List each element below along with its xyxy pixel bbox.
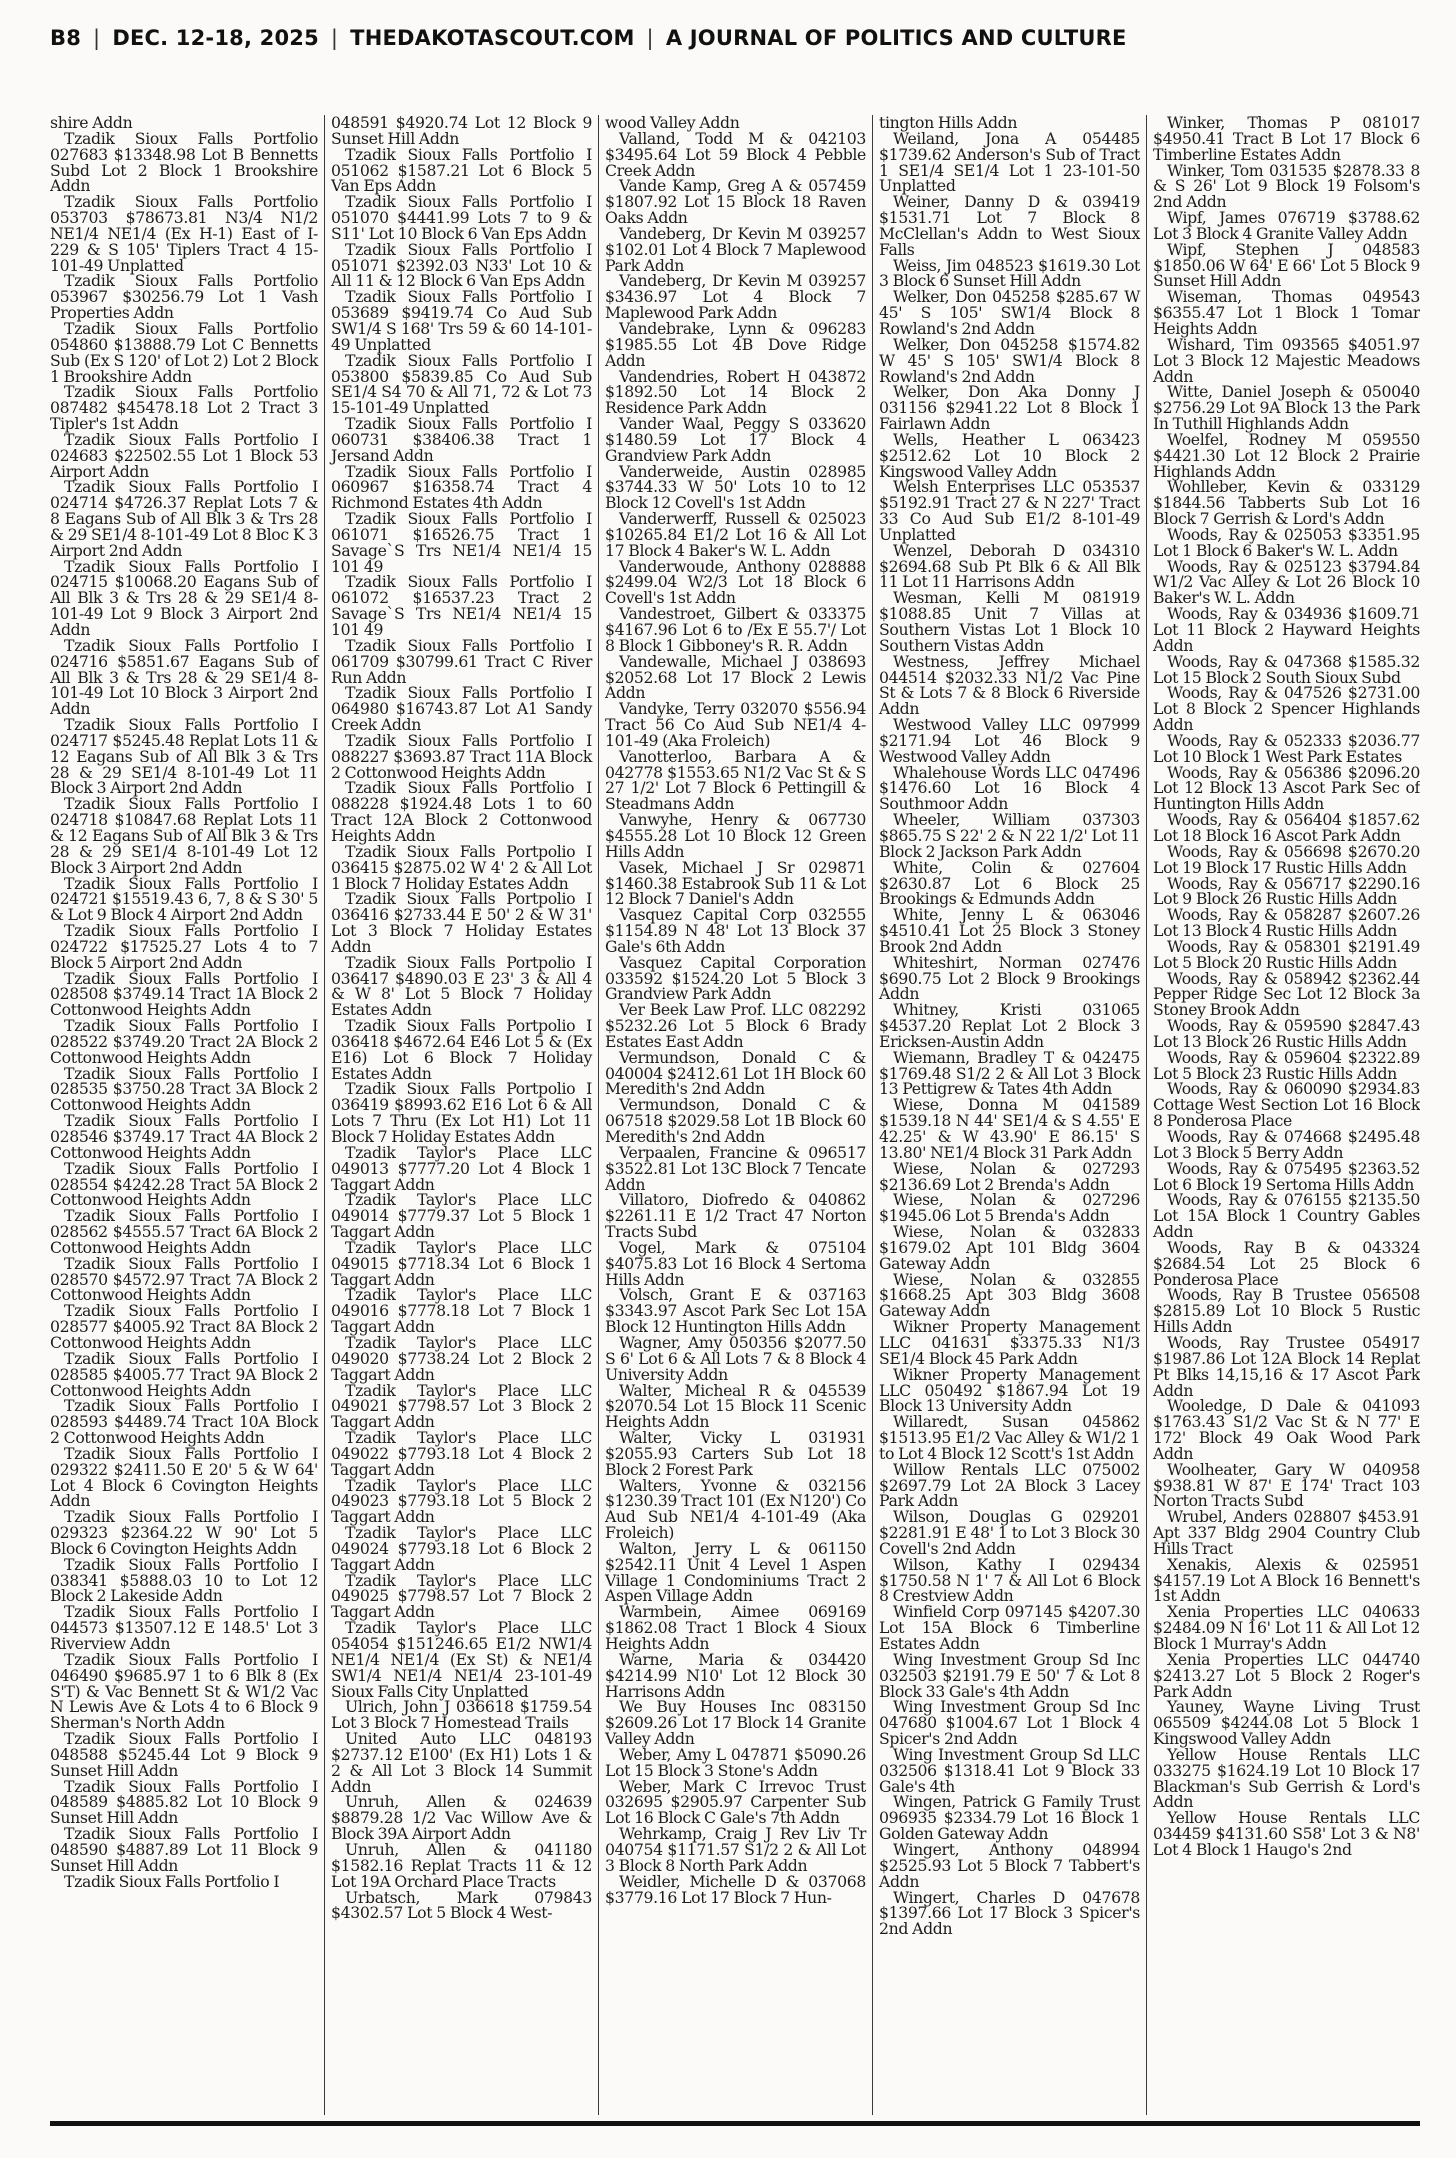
tax-listing-entry: Tzadik Sioux Falls Portfolio I 024717 $5245.48 Replat Lots 11 & 12 Eagans Sub of All Blk 3 & Trs 28 & 29 SE1/4 8-101-49 Lot 11 Block 3 Airport 2nd Addn [50,715,318,798]
tax-listing-entry: Vander Waal, Peggy S 033620 $1480.59 Lot 17 Block 4 Grandview Park Addn [605,414,866,465]
tax-listing-entry: Unruh, Allen & 041180 $1582.16 Replat Tracts 11 & 12 Lot 19A Orchard Place Tracts [331,1839,592,1891]
tax-listing-entry: Whiteshirt, Norman 027476 $690.75 Lot 2 Block 9 Brookings Addn [879,952,1140,1004]
tax-listing-entry: Walters, Yvonne & 032156 $1230.39 Tract 101 (Ex N120') Co Aud Sub NE1/4 4-101-49 (Aka Froleich) [605,1475,866,1543]
tax-listing-entry: Tzadik Sioux Falls Portfolio I 024714 $4726.37 Replat Lots 7 & 8 Eagans Sub of All Blk 3 & Trs 28 & 29 SE1/4 8-101-49 Lot 8 Bloc K 3 Airport 2nd Addn [50,477,318,560]
tax-listing-entry: Vandestroet, Gilbert & 033375 $4167.96 Lot 6 to /Ex E 55.7'/ Lot 8 Block 1 Gibboney's R. R. Addn [605,604,866,655]
tax-listing-entry: Tzadik Sioux Falls Portfolio I 028546 $3749.17 Tract 4A Block 2 Cottonwood Heights Addn [50,1111,318,1162]
tax-listing-entry: Wing Investment Group Sd LLC 032506 $1318.41 Lot 9 Block 33 Gale's 4th [879,1744,1140,1796]
tax-listing-entry: Vanderweide, Austin 028985 $3744.33 W 50' Lots 10 to 12 Block 12 Covell's 1st Addn [605,461,866,513]
tax-listing-entry: Wiese, Nolan & 032855 $1668.25 Apt 303 Bldg 3608 Gateway Addn [879,1269,1140,1321]
tax-listing-entry: Wiese, Donna M 041589 $1539.18 N 44' SE1/4 & S 4.55' E 42.25' & W 43.90' E 86.15' S 13.80' NE1/4 Block 31 Park Addn [879,1095,1140,1162]
tax-listing-entry: Westwood Valley LLC 097999 $2171.94 Lot 46 Block 9 Westwood Valley Addn [879,715,1140,766]
text-column-3 [598,115,872,2115]
tax-listing-entry: We Buy Houses Inc 083150 $2609.26 Lot 17 Block 14 Granite Valley Addn [605,1697,866,1749]
tax-listing-entry: Yellow House Rentals LLC 033275 $1624.19 Lot 10 Block 17 Blackman's Sub Gerrish & Lord's Addn [1153,1744,1420,1812]
tax-listing-entry: Woods, Ray & 060090 $2934.83 Cottage West Section Lot 16 Block 8 Ponderosa Place [1153,1079,1420,1131]
tax-listing-entry: Tzadik Taylor's Place LLC 049023 $7793.18 Lot 5 Block 2 Taggart Addn [331,1475,592,1527]
tax-listing-entry: Tzadik Sioux Falls Portfolio I 061071 $16526.75 Tract 1 Savage`S Trs NE1/4 NE1/4 15 101 49 [331,509,592,576]
tax-listing-entry: Tzadik Taylor's Place LLC 049014 $7779.37 Lot 5 Block 1 Taggart Addn [331,1190,592,1242]
tax-listing-entry: Tzadik Sioux Falls Portpolio I 036415 $2875.02 W 4' 2 & All Lot 1 Block 7 Holiday Estates Addn [331,841,592,893]
tax-listing-entry: Tzadik Sioux Falls Portfolio I 061709 $30799.61 Tract C River Run Addn [331,635,592,687]
tax-listing-entry: Tzadik Sioux Falls Portfolio I [64,1871,280,1891]
tax-listing-entry: Yauney, Wayne Living Trust 065509 $4244.08 Lot 5 Block 1 Kingswood Valley Addn [1153,1697,1420,1749]
tax-listing-entry: Tzadik Taylor's Place LLC 049025 $7798.57 Lot 7 Block 2 Taggart Addn [331,1570,592,1622]
tax-listing-entry: Tzadik Taylor's Place LLC 049021 $7798.57 Lot 3 Block 2 Taggart Addn [331,1380,592,1432]
tax-listing-entry: White, Jenny L & 063046 $4510.41 Lot 25 Block 3 Stoney Brook 2nd Addn [879,905,1140,956]
tax-listing-entry: Tzadik Sioux Falls Portfolio I 064980 $16743.87 Lot A1 Sandy Creek Addn [331,683,592,735]
tax-listing-entry: Tzadik Sioux Falls Portfolio I 048589 $4885.82 Lot 10 Block 9 Sunset Hill Addn [50,1776,318,1828]
tax-listing-entry: Tzadik Sioux Falls Portpolio I 036418 $4672.64 E46 Lot 5 & (Ex E16) Lot 6 Block 7 Holiday Estates Addn [331,1016,592,1083]
tax-listing-entry: Tzadik Sioux Falls Portfolio I 028522 $3749.20 Tract 2A Block 2 Cottonwood Heights Addn [50,1016,318,1067]
tax-listing-entry: Vogel, Mark & 075104 $4075.83 Lot 16 Block 4 Sertoma Hills Addn [605,1237,866,1289]
tax-listing-entry: Willow Rentals LLC 075002 $2697.79 Lot 2A Block 3 Lacey Park Addn [879,1459,1140,1511]
tax-listing-entry: Woods, Ray & 047526 $2731.00 Lot 8 Block 2 Spencer Highlands Addn [1153,683,1420,735]
tax-listing-entry: Vanderwerff, Russell & 025023 $10265.84 E1/2 Lot 16 & All Lot 17 Block 4 Baker's W. L. Addn [605,509,866,560]
tax-listing-entry: Wheeler, William 037303 $865.75 S 22' 2 & N 22 1/2' Lot 11 Block 2 Jackson Park Addn [879,810,1140,861]
tax-listing-entry: Vasquez Capital Corporation 033592 $1524.20 Lot 5 Block 3 Grandview Park Addn [605,952,866,1004]
tax-listing-entry: Woods, Ray & 025053 $3351.95 Lot 1 Block 6 Baker's W. L. Addn [1153,524,1420,560]
tax-listing-entry: Vande Kamp, Greg A & 057459 $1807.92 Lot 15 Block 18 Raven Oaks Addn [605,176,866,228]
tax-listing-entry: Weber, Mark C Irrevoc Trust 032695 $2905.97 Carpenter Sub Lot 16 Block C Gale's 7th Addn [605,1776,866,1828]
tax-listing-entry: Weber, Amy L 047871 $5090.26 Lot 15 Block 3 Stone's Addn [605,1744,866,1780]
tax-listing-entry: Wells, Heather L 063423 $2512.62 Lot 10 Block 2 Kingswood Valley Addn [879,429,1140,481]
tax-listing-entry: Vermundson, Donald C & 067518 $2029.58 Lot 1B Block 60 Meredith's 2nd Addn [605,1095,866,1146]
tax-listing-entry: Tzadik Sioux Falls Portfolio I 028570 $4572.97 Tract 7A Block 2 Cottonwood Heights Addn [50,1253,318,1305]
tax-listing-entry: Vanwyhe, Henry & 067730 $4555.28 Lot 10 Block 12 Green Hills Addn [605,810,866,861]
publication-tagline: A JOURNAL OF POLITICS AND CULTURE [665,26,1127,50]
tax-listing-entry: Woods, Ray & 025123 $3794.84 W1/2 Vac Alley & Lot 26 Block 10 Baker's W. L. Addn [1153,556,1420,608]
tax-listing-entry: Wenzel, Deborah D 034310 $2694.68 Sub Pt Blk 6 & All Blk 11 Lot 11 Harrisons Addn [879,540,1140,592]
tax-listing-entry: Woolheater, Gary W 040958 $938.81 W 87' E 174' Tract 103 Norton Tracts Subd [1153,1459,1420,1511]
tax-listing-entry: Welsh Enterprises LLC 053537 $5192.91 Tract 27 & N 227' Tract 33 Co Aud Sub E1/2 8-101-49 Unplatted [879,477,1140,544]
tax-listing-entry: Tzadik Sioux Falls Portfolio I 024722 $17525.27 Lots 4 to 7 Block 5 Airport 2nd Addn [50,921,318,972]
text-column-4 [872,115,1146,2115]
tax-listing-entry: Tzadik Taylor's Place LLC 049024 $7793.18 Lot 6 Block 2 Taggart Addn [331,1523,592,1574]
tax-listing-entry: Tzadik Sioux Falls Portpolio I 036417 $4890.03 E 23' 3 & All 4 & W 8' Lot 5 Block 7 Holiday Estates Addn [331,952,592,1020]
tax-listing-entry: Woelfel, Rodney M 059550 $4421.30 Lot 12 Block 2 Prairie Highlands Addn [1153,429,1420,481]
text-column-2 [324,115,598,2115]
tax-listing-entry: Vasek, Michael J Sr 029871 $1460.38 Estabrook Sub 11 & Lot 12 Block 7 Daniel's Addn [605,857,866,909]
tax-listing-entry: Warmbein, Aimee 069169 $1862.08 Tract 1 Block 4 Sioux Heights Addn [605,1602,866,1653]
tax-listing-entry: Wiseman, Thomas 049543 $6355.47 Lot 1 Block 1 Tomar Heights Addn [1153,287,1420,338]
tax-listing-entry: Vanotterloo, Barbara A & 042778 $1553.65 N1/2 Vac St & S 27 1/2' Lot 7 Block 6 Pettingill & Steadmans Addn [605,746,866,814]
tax-listing-entry: Vermundson, Donald C & 040004 $2412.61 Lot 1H Block 60 Meredith's 2nd Addn [605,1047,866,1099]
tax-listing-entry: Tzadik Sioux Falls Portfolio I 028585 $4005.77 Tract 9A Block 2 Cottonwood Heights Addn [50,1348,318,1400]
tax-listing-entry: Tzadik Sioux Falls Portfolio I 051062 $1587.21 Lot 6 Block 5 Van Eps Addn [331,144,592,196]
tax-listing-entry: Whitney, Kristi 031065 $4537.20 Replat Lot 2 Block 3 Ericksen-Austin Addn [879,1000,1140,1051]
tax-listing-entry: Tzadik Sioux Falls Portfolio I 060731 $38406.38 Tract 1 Jersand Addn [331,414,592,465]
tax-listing-entry: Vandeberg, Dr Kevin M 039257 $3436.97 Lot 4 Block 7 Maplewood Park Addn [605,271,866,323]
tax-listing-entry: Wagner, Amy 050356 $2077.50 S 6' Lot 6 & All Lots 7 & 8 Block 4 University Addn [605,1332,866,1384]
tax-listing-entry: Woods, Ray & 075495 $2363.52 Lot 6 Block 19 Sertoma Hills Addn [1153,1158,1420,1194]
tax-listing-entry: Woods, Ray & 074668 $2495.48 Lot 3 Block 5 Berry Addn [1153,1127,1420,1162]
tax-listing-entry: Tzadik Sioux Falls Portfolio I 029323 $2364.22 W 90' Lot 5 Block 6 Covington Heights Addn [50,1507,318,1558]
tax-listing-entry: Westness, Jeffrey Michael 044514 $2032.33 N1/2 Vac Pine St & Lots 7 & 8 Block 6 Riverside Addn [879,651,1140,719]
tax-listing-entry: Woods, Ray & 058287 $2607.26 Lot 13 Block 4 Rustic Hills Addn [1153,905,1420,941]
tax-listing-entry: Tzadik Sioux Falls Portfolio 053967 $30256.79 Lot 1 Vash Properties Addn [50,271,318,323]
tax-listing-entry: Tzadik Taylor's Place LLC 049013 $7777.20 Lot 4 Block 1 Taggart Addn [331,1142,592,1194]
tax-listing-entry: Vandendries, Robert H 043872 $1892.50 Lot 14 Block 2 Residence Park Addn [605,366,866,418]
tax-listing-entry: Welker, Don 045258 $1574.82 W 45' S 105' SW1/4 Block 8 Rowland's 2nd Addn [879,334,1140,386]
tax-listing-entry: tington Hills Addn [879,115,1018,132]
tax-listing-entry: Wiese, Nolan & 032833 $1679.02 Apt 101 Bldg 3604 Gateway Addn [879,1222,1140,1273]
tax-listing-entry: Tzadik Taylor's Place LLC 049016 $7778.18 Lot 7 Block 1 Taggart Addn [331,1285,592,1337]
tax-listing-entry: Woods, Ray & 056386 $2096.20 Lot 12 Block 13 Ascot Park Sec of Huntington Hills Addn [1153,762,1420,814]
tax-listing-entry: Welker, Don 045258 $285.67 W 45' S 105' SW1/4 Block 8 Rowland's 2nd Addn [879,287,1140,338]
tax-listing-entry: Tzadik Sioux Falls Portfolio I 028577 $4005.92 Tract 8A Block 2 Cottonwood Heights Addn [50,1301,318,1352]
tax-listing-entry: Weiland, Jona A 054485 $1739.62 Anderson's Sub of Tract 1 SE1/4 SE1/4 Lot 1 23-101-50 Unplatted [879,128,1140,196]
tax-listing-entry: White, Colin & 027604 $2630.87 Lot 6 Block 25 Brookings & Edmunds Addn [879,857,1140,909]
tax-listing-entry: Valland, Todd M & 042103 $3495.64 Lot 59 Block 4 Pebble Creek Addn [605,128,866,180]
tax-listing-entry: Whalehouse Words LLC 047496 $1476.60 Lot 16 Block 4 Southmoor Addn [879,762,1140,814]
tax-listing-entry: Walton, Jerry L & 061150 $2542.11 Unit 4 Level 1 Aspen Village 1 Condominiums Tract 2 Aspen Village Addn [605,1538,866,1606]
tax-listing-entry: Wilson, Kathy I 029434 $1750.58 N 1' 7 & All Lot 6 Block 8 Crestview Addn [879,1554,1140,1606]
tax-listing-entry: Tzadik Sioux Falls Portfolio I 024721 $15519.43 6, 7, 8 & S 30' 5 & Lot 9 Block 4 Airport 2nd Addn [50,873,318,925]
site-name: THEDAKOTASCOUT.COM [350,26,635,50]
tax-listing-entry: Woods, Ray & 047368 $1585.32 Lot 15 Block 2 South Sioux Subd [1153,651,1420,687]
tax-listing-entry: Tzadik Sioux Falls Portfolio I 060967 $16358.74 Tract 4 Richmond Estates 4th Addn [331,461,592,513]
tax-listing-entry: Tzadik Sioux Falls Portfolio I 088228 $1924.48 Lots 1 to 60 Tract 12A Block 2 Cottonwood Heights Addn [331,778,592,845]
tax-listing-entry: Wesman, Kelli M 081919 $1088.85 Unit 7 Villas at Southern Vistas Lot 1 Block 10 Southern Vistas Addn [879,588,1140,655]
tax-listing-entry: Welker, Don Aka Donny J 031156 $2941.22 Lot 8 Block 1 Fairlawn Addn [879,382,1140,434]
tax-listing-entry: Tzadik Sioux Falls Portfolio I 024718 $10847.68 Replat Lots 11 & 12 Eagans Sub of All Blk 3 & Trs 28 & 29 SE1/4 8-101-49 Lot 12 Block 3 Airport 2nd Addn [50,794,318,877]
tax-listing-entry: Vandyke, Terry 032070 $556.94 Tract 56 Co Aud Sub NE1/4 4-101-49 (Aka Froleich) [605,699,866,750]
tax-listing-entry: Tzadik Sioux Falls Portfolio I 024715 $10068.20 Eagans Sub of All Blk 3 & Trs 28 & 29 SE1/4 8-101-49 Lot 9 Block 3 Airport 2nd Addn [50,556,318,639]
header-separator: | [330,26,339,50]
tax-listing-entry: Woods, Ray B & 043324 $2684.54 Lot 25 Block 6 Ponderosa Place [1153,1237,1420,1289]
tax-listing-entry: Willaredt, Susan 045862 $1513.95 E1/2 Vac Alley & W1/2 1 to Lot 4 Block 12 Scott's 1st Addn [879,1412,1140,1463]
tax-listing-entry: Tzadik Sioux Falls Portfolio I 051071 $2392.03 N33' Lot 10 & All 11 & 12 Block 6 Van Eps Addn [331,239,592,291]
tax-listing-entry: Walter, Vicky L 031931 $2055.93 Carters Sub Lot 18 Block 2 Forest Park [605,1428,866,1479]
tax-listing-entry: Tzadik Sioux Falls Portfolio 027683 $13348.98 Lot B Bennetts Subd Lot 2 Block 1 Brookshire Addn [50,128,318,196]
tax-listing-entry: Walter, Micheal R & 045539 $2070.54 Lot 15 Block 11 Scenic Heights Addn [605,1380,866,1432]
tax-listing-entry: Wipf, James 076719 $3788.62 Lot 3 Block 4 Granite Valley Addn [1153,208,1420,243]
tax-listing-entry: Vandeberg, Dr Kevin M 039257 $102.01 Lot 4 Block 7 Maplewood Park Addn [605,223,866,275]
tax-listing-entry: 048591 $4920.74 Lot 12 Block 9 Sunset Hill Addn [331,115,592,148]
tax-listing-entry: Woods, Ray & 056717 $2290.16 Lot 9 Block 26 Rustic Hills Addn [1153,873,1420,909]
tax-listing-entry: Wilson, Douglas G 029201 $2281.91 E 48' 1 to Lot 3 Block 30 Covell's 2nd Addn [879,1507,1140,1558]
tax-listing-entry: Tzadik Sioux Falls Portfolio I 051070 $4441.99 Lots 7 to 9 & S11' Lot 10 Block 6 Van Eps Addn [331,192,592,243]
tax-listing-entry: Tzadik Sioux Falls Portfolio 053703 $78673.81 N3/4 N1/2 NE1/4 NE1/4 (Ex H-1) East of I-229 & S 105' Tiplers Tract 4 15-101-49 Unplatted [50,192,318,275]
header-separator: | [646,26,654,50]
page-number: B8 [50,26,82,50]
tax-listing-entry: Woods, Ray & 052333 $2036.77 Lot 10 Block 1 West Park Estates [1153,730,1420,766]
tax-listing-entry: Woods, Ray & 056698 $2670.20 Lot 19 Block 17 Rustic Hills Addn [1153,841,1420,877]
tax-listing-entry: Wipf, Stephen J 048583 $1850.06 W 64' E 66' Lot 5 Block 9 Sunset Hill Addn [1153,239,1420,291]
tax-listing-entry: Volsch, Grant E & 037163 $3343.97 Ascot Park Sec Lot 15A Block 12 Huntington Hills Addn [605,1285,866,1337]
tax-listing-entry: Urbatsch, Mark 079843 $4302.57 Lot 5 Block 4 West- [331,1887,592,1923]
tax-listing-entry: Woods, Ray & 076155 $2135.50 Lot 15A Block 1 Country Gables Addn [1153,1190,1420,1242]
tax-listing-entry: Woods, Ray & 059590 $2847.43 Lot 13 Block 26 Rustic Hills Addn [1153,1016,1420,1051]
tax-listing-entry: Tzadik Taylor's Place LLC 049015 $7718.34 Lot 6 Block 1 Taggart Addn [331,1237,592,1289]
text-column-1 [50,115,324,2115]
tax-listing-entry: Winker, Thomas P 081017 $4950.41 Tract B Lot 17 Block 6 Timberline Estates Addn [1153,115,1420,164]
tax-listing-entry: Tzadik Sioux Falls Portfolio I 088227 $3693.87 Tract 11A Block 2 Cottonwood Heights Addn [331,730,592,782]
tax-listing-entry: Tzadik Sioux Falls Portpolio I 036419 $8993.62 E16 Lot 6 & All Lots 7 Thru (Ex Lot H1) Lot 11 Block 7 Holiday Estates Addn [331,1079,592,1146]
tax-listing-entry: Wingen, Patrick G Family Trust 096935 $2334.79 Lot 16 Block 1 Golden Gateway Addn [879,1792,1140,1844]
tax-listing-entry: Winker, Tom 031535 $2878.33 8 & S 26' Lot 9 Block 19 Folsom's 2nd Addn [1153,160,1420,212]
tax-listing-entry: Tzadik Sioux Falls Portfolio I 048590 $4887.89 Lot 11 Block 9 Sunset Hill Addn [50,1824,318,1875]
tax-listing-entry: Tzadik Sioux Falls Portfolio I 028535 $3750.28 Tract 3A Block 2 Cottonwood Heights Addn [50,1063,318,1115]
tax-listing-entry: Woods, Ray B Trustee 056508 $2815.89 Lot 10 Block 5 Rustic Hills Addn [1153,1285,1420,1337]
tax-listing-entry: Vandewalle, Michael J 038693 $2052.68 Lot 17 Block 2 Lewis Addn [605,651,866,703]
tax-listing-entry: Witte, Daniel Joseph & 050040 $2756.29 Lot 9A Block 13 the Park In Tuthill Highlands Addn [1153,382,1420,434]
footer-rule [50,2121,1420,2126]
tax-listing-entry: Tzadik Sioux Falls Portfolio I 038341 $5888.03 10 to Lot 12 Block 2 Lakeside Addn [50,1554,318,1606]
tax-listing-entry: Vanderwoude, Anthony 028888 $2499.04 W2/3 Lot 18 Block 6 Covell's 1st Addn [605,556,866,608]
tax-listing-entry: wood Valley Addn [605,115,740,132]
tax-listing-entry: Tzadik Sioux Falls Portfolio I 028554 $4242.28 Tract 5A Block 2 Cottonwood Heights Addn [50,1158,318,1210]
tax-listing-entry: Wohlleber, Kevin & 033129 $1844.56 Tabberts Sub Lot 16 Block 7 Gerrish & Lord's Addn [1153,477,1420,529]
tax-listing-entry: Wrubel, Anders 028807 $453.91 Apt 337 Bldg 2904 Country Club Hills Tract [1153,1507,1420,1558]
tax-listing-entry: Wehrkamp, Craig J Rev Liv Tr 040754 $1171.57 S1/2 2 & All Lot 3 Block 8 North Park Addn [605,1824,866,1875]
header-separator: | [93,26,101,50]
tax-listing-entry: Weiss, Jim 048523 $1619.30 Lot 3 Block 6 Sunset Hill Addn [879,255,1140,291]
tax-listing-entry: Tzadik Sioux Falls Portfolio I 024683 $22502.55 Lot 1 Block 53 Airport Addn [50,429,318,481]
tax-listing-entry: Tzadik Sioux Falls Portfolio I 044573 $13507.12 E 148.5' Lot 3 Riverview Addn [50,1602,318,1653]
tax-listing-entry: Wing Investment Group Sd Inc 047680 $1004.67 Lot 1 Block 4 Spicer's 2nd Addn [879,1697,1140,1749]
tax-listing-entry: Wikner Property Management LLC 050492 $1867.94 Lot 19 Block 13 University Addn [879,1364,1140,1416]
tax-listing-entry: Woods, Ray & 056404 $1857.62 Lot 18 Block 16 Ascot Park Addn [1153,810,1420,845]
tax-listing-entry: Woods, Ray & 059604 $2322.89 Lot 5 Block 23 Rustic Hills Addn [1153,1047,1420,1083]
tax-listing-entry: Wiese, Nolan & 027293 $2136.69 Lot 2 Brenda's Addn [879,1158,1140,1194]
tax-listing-entry: Wishard, Tim 093565 $4051.97 Lot 3 Block 12 Majestic Meadows Addn [1153,334,1420,386]
tax-listing-entry: Wiese, Nolan & 027296 $1945.06 Lot 5 Brenda's Addn [879,1190,1140,1226]
tax-listing-entry: Winfield Corp 097145 $4207.30 Lot 15A Block 6 Timberline Estates Addn [879,1602,1140,1653]
tax-listing-entry: Yellow House Rentals LLC 034459 $4131.60 S58' Lot 3 & N8' Lot 4 Block 1 Haugo's 2nd [1153,1808,1420,1859]
tax-listing-entry: Tzadik Sioux Falls Portfolio 087482 $45478.18 Lot 2 Tract 3 Tipler's 1st Addn [50,382,318,434]
legal-notice-columns [50,115,1420,2115]
tax-listing-entry: Tzadik Sioux Falls Portfolio I 053800 $5839.85 Co Aud Sub SE1/4 S4 70 & All 71, 72 & Lot 73 15-101-49 Unplatted [331,350,592,418]
tax-listing-entry: Weiner, Danny D & 039419 $1531.71 Lot 7 Block 8 McClellan's Addn to West Sioux Falls [879,192,1140,259]
tax-listing-entry: Tzadik Taylor's Place LLC 049020 $7738.24 Lot 2 Block 2 Taggart Addn [331,1332,592,1384]
tax-listing-entry: Wingert, Charles D 047678 $1397.66 Lot 17 Block 3 Spicer's 2nd Addn [879,1887,1140,1939]
tax-listing-entry: Unruh, Allen & 024639 $8879.28 1/2 Vac Willow Ave & Block 39A Airport Addn [331,1792,592,1844]
tax-listing-entry: Tzadik Sioux Falls Portfolio I 024716 $5851.67 Eagans Sub of All Blk 3 & Trs 28 & 29 SE1/4 8-101-49 Lot 10 Block 3 Airport 2nd Addn [50,635,318,719]
tax-listing-entry: Wiemann, Bradley T & 042475 $1769.48 S1/2 2 & All Lot 3 Block 13 Pettigrew & Tates 4th Addn [879,1047,1140,1099]
tax-listing-entry: Villatoro, Diofredo & 040862 $2261.11 E 1/2 Tract 47 Norton Tracts Subd [605,1190,866,1242]
tax-listing-entry: Warne, Maria & 034420 $4214.99 N10' Lot 12 Block 30 Harrisons Addn [605,1649,866,1701]
text-column-5 [1146,115,1420,2115]
tax-listing-entry: Woods, Ray Trustee 054917 $1987.86 Lot 12A Block 14 Replat Pt Blks 14,15,16 & 17 Ascot Park Addn [1153,1332,1420,1400]
tax-listing-entry: Tzadik Sioux Falls Portfolio I 028508 $3749.14 Tract 1A Block 2 Cottonwood Heights Addn [50,968,318,1020]
tax-listing-entry: Tzadik Sioux Falls Portfolio I 061072 $16537.23 Tract 2 Savage`S Trs NE1/4 NE1/4 15 101 49 [331,572,592,639]
page-header [50,0,1420,64]
tax-listing-entry: Tzadik Sioux Falls Portfolio I 053689 $9419.74 Co Aud Sub SW1/4 S 168' Trs 59 & 60 14-101-49 Unplatted [331,287,592,354]
tax-listing-entry: Wikner Property Management LLC 041631 $3375.33 N1/3 SE1/4 Block 45 Park Addn [879,1317,1140,1368]
tax-listing-entry: Ver Beek Law Prof. LLC 082292 $5232.26 Lot 5 Block 6 Brady Estates East Addn [605,1000,866,1051]
tax-listing-entry: Tzadik Sioux Falls Portpolio I 036416 $2733.44 E 50' 2 & W 31' Lot 3 Block 7 Holiday Estates Addn [331,889,592,956]
tax-listing-entry: Vandebrake, Lynn & 096283 $1985.55 Lot 4B Dove Ridge Addn [605,318,866,370]
tax-listing-entry: Xenia Properties LLC 044740 $2413.27 Lot 5 Block 2 Roger's Park Addn [1153,1649,1420,1701]
tax-listing-entry: Woods, Ray & 058942 $2362.44 Pepper Ridge Sec Lot 12 Block 3a Stoney Brook Addn [1153,968,1420,1020]
tax-listing-entry: Ulrich, John J 036618 $1759.54 Lot 3 Block 7 Homestead Trails [331,1697,592,1733]
tax-listing-entry: Tzadik Sioux Falls Portfolio I 046490 $9685.97 1 to 6 Blk 8 (Ex S'T) & Vac Bennett St & W1/2 Vac N Lewis Ave & Lots 4 to 6 Block 9 Sherman's North Addn [50,1649,318,1733]
issue-date: DEC. 12-18, 2025 [112,26,319,50]
tax-listing-entry: Wooledge, D Dale & 041093 $1763.43 S1/2 Vac St & N 77' E 172' Block 49 Oak Wood Park Addn [1153,1396,1420,1463]
tax-listing-entry: Tzadik Sioux Falls Portfolio I 029322 $2411.50 E 20' 5 & W 64' Lot 4 Block 6 Covington Heights Addn [50,1443,318,1511]
tax-listing-entry: Woods, Ray & 058301 $2191.49 Lot 5 Block 20 Rustic Hills Addn [1153,936,1420,972]
tax-listing-entry: Wing Investment Group Sd Inc 032503 $2191.79 E 50' 7 & Lot 8 Block 33 Gale's 4th Addn [879,1649,1140,1701]
tax-listing-entry: Tzadik Sioux Falls Portfolio I 028562 $4555.57 Tract 6A Block 2 Cottonwood Heights Addn [50,1206,318,1257]
tax-listing-entry: Tzadik Sioux Falls Portfolio I 048588 $5245.44 Lot 9 Block 9 Sunset Hill Addn [50,1729,318,1780]
tax-listing-entry: shire Addn [50,115,133,132]
tax-listing-entry: Xenia Properties LLC 040633 $2484.09 N 16' Lot 11 & All Lot 12 Block 1 Murray's Addn [1153,1602,1420,1653]
tax-listing-entry: Wingert, Anthony 048994 $2525.93 Lot 5 Block 7 Tabbert's Addn [879,1839,1140,1891]
tax-listing-entry: Woods, Ray & 034936 $1609.71 Lot 11 Block 2 Hayward Heights Addn [1153,604,1420,655]
tax-listing-entry: Tzadik Taylor's Place LLC 049022 $7793.18 Lot 4 Block 2 Taggart Addn [331,1428,592,1479]
tax-listing-entry: United Auto LLC 048193 $2737.12 E100' (Ex H1) Lots 1 & 2 & All Lot 3 Block 14 Summit Addn [331,1729,592,1796]
tax-listing-entry: Tzadik Sioux Falls Portfolio I 028593 $4489.74 Tract 10A Block 2 Cottonwood Heights Addn [50,1396,318,1448]
tax-listing-entry: Tzadik Sioux Falls Portfolio 054860 $13888.79 Lot C Bennetts Sub (Ex S 120' of Lot 2) Lot 2 Block 1 Brookshire Addn [50,318,318,386]
tax-listing-entry: Xenakis, Alexis & 025951 $4157.19 Lot A Block 16 Bennett's 1st Addn [1153,1554,1420,1606]
tax-listing-entry: Tzadik Taylor's Place LLC 054054 $151246.65 E1/2 NW1/4 NE1/4 NE1/4 (Ex St) & NE1/4 SW1/4 NE1/4 NE1/4 23-101-49 Sioux Falls City Unplatted [331,1618,592,1701]
tax-listing-entry: Weidler, Michelle D & 037068 $3779.16 Lot 17 Block 7 Hun- [605,1871,866,1907]
tax-listing-entry: Verpaalen, Francine & 096517 $3522.81 Lot 13C Block 7 Tencate Addn [605,1142,866,1194]
tax-listing-entry: Vasquez Capital Corp 032555 $1154.89 N 48' Lot 13 Block 37 Gale's 6th Addn [605,905,866,956]
